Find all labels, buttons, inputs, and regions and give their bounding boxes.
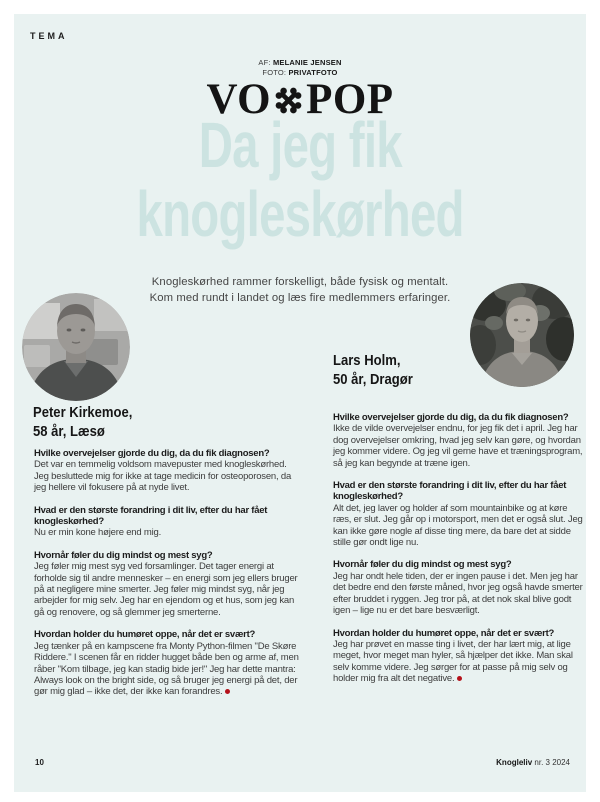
qa-item [333, 480, 585, 548]
footer-magazine-name: Knogleliv [496, 758, 533, 767]
answer: Ikke de vilde overvejelser endnu, for jeg fik det i april. Jeg har dog overvejelser omkring, hvad jeg selv kan gøre, og hvordan jeg kommer videre. Og jeg vil gerne have et træningsprogram, så jeg kan begynde at træne igen. [333, 423, 583, 469]
qa-column-peter [34, 448, 302, 709]
byline-af-label: AF: [258, 58, 271, 67]
answer: Jeg føler mig mest syg ved forsamlinger. Det tager energi at forholde sig til andre mennesker – en energi som jeg ellers bruger på at negligere mine smerter. Jeg føler mig mindst syg, når jeg arbejder for mig selv. Jeg har en ejendom og et hus, som jeg kan gå og renovere, og så glemmer jeg smerterne. [34, 561, 298, 618]
end-dot-icon [225, 689, 230, 694]
interviewee-name-peter [33, 404, 132, 442]
name-line-2: 58 år, Læsø [33, 424, 105, 440]
answer: Jeg tænker på en kampscene fra Monty Python-filmen "De Skøre Riddere." I scenen får en ridder hugget både ben og arme af, men råber "Kom tilbage, jeg kan stadig bide jer!" Jeg har dette mantra: Always look on the bright side, og så bruger jeg energi på det, der gør mig glad – ikke det, der ikke kan forandres. [34, 640, 299, 698]
logo-text-post: POP [306, 76, 394, 123]
question: Hvornår føler du dig mindst og mest syg? [34, 549, 213, 561]
title-line-1: Da jeg fik [198, 109, 402, 181]
qa-column-lars [333, 412, 585, 696]
question: Hvornår føler du dig mindst og mest syg? [333, 559, 512, 571]
name-line-1: Lars Holm, [333, 353, 401, 369]
interviewee-name-lars [333, 352, 413, 390]
qa-item [333, 628, 585, 685]
qa-item [333, 412, 585, 469]
qa-item [34, 448, 302, 494]
qa-item [34, 550, 302, 618]
question: Hvad er den største forandring i dit liv, efter du har fået knogleskørhed? [333, 480, 567, 503]
name-line-1: Peter Kirkemoe, [33, 405, 133, 421]
byline-author-line [14, 58, 586, 68]
qa-item [333, 559, 585, 616]
byline-foto-name: PRIVATFOTO [288, 67, 338, 77]
byline-foto-label: FOTO: [262, 67, 287, 77]
qa-item [34, 505, 302, 539]
answer: Nu er min kone højere end mig. [34, 527, 162, 539]
intro-line-2: Kom med rundt i landet og læs fire medlemmers erfaringer. [149, 291, 451, 304]
magazine-page-panel [14, 14, 586, 792]
byline-af-name: MELANIE JENSEN [272, 58, 342, 67]
intro-line-1: Knogleskørhed rammer forskelligt, både fysisk og mentalt. [151, 276, 449, 288]
qa-item [34, 629, 302, 697]
question: Hvordan holder du humøret oppe, når det er svært? [34, 629, 256, 641]
kicker-label: TEMA [30, 31, 68, 41]
portrait-photo-peter [22, 293, 130, 401]
answer: Det var en temmelig voldsom mavepuster med knogleskørhed. Jeg besluttede mig for ikke at tage medicin for osteoporosen, da jeg hellere vil fokusere på at nyde livet. [34, 459, 292, 494]
question: Hvilke overvejelser gjorde du dig, da du fik diagnosen? [34, 448, 270, 459]
end-dot-icon [457, 676, 462, 681]
page-title [14, 111, 586, 249]
footer-issue: nr. 3 2024 [534, 758, 570, 767]
portrait-photo-lars [470, 283, 574, 387]
question: Hvad er den største forandring i dit liv, efter du har fået knogleskørhed? [34, 504, 268, 528]
logo-text-pre: VO [206, 76, 272, 123]
title-line-2: knogleskørhed [136, 178, 464, 250]
footer-magazine-info [496, 758, 570, 767]
answer: Alt det, jeg laver og holder af som mountainbike og at køre ræs, er slut. Jeg går op i motorsport, men det er også slut. Jeg kan ikke gøre nogle af disse ting mere, da bare det at sidde stille gør ondt lige nu. [333, 502, 583, 549]
question: Hvordan holder du humøret oppe, når det er svært? [333, 627, 555, 639]
question: Hvilke overvejelser gjorde du dig, da du fik diagnosen? [333, 412, 569, 423]
name-line-2: 50 år, Dragør [333, 372, 413, 388]
answer: Jeg har prøvet en masse ting i livet, der har lært mig, at lige meget, hvor meget man hyler, så hjælper det ikke. Man skal selv komme videre. Jeg sørger for at passe på mig selv og holder mig fra alt det negative. [333, 638, 573, 685]
page-number: 10 [35, 758, 44, 767]
answer: Jeg har ondt hele tiden, der er ingen pause i det. Men jeg har det bedre end den første måned, hvor jeg også havde smerter efter bruddet i ryggen. Jeg tror på, at det nok skal blive godt igen – lige nu er det bare besværligt. [333, 570, 583, 617]
